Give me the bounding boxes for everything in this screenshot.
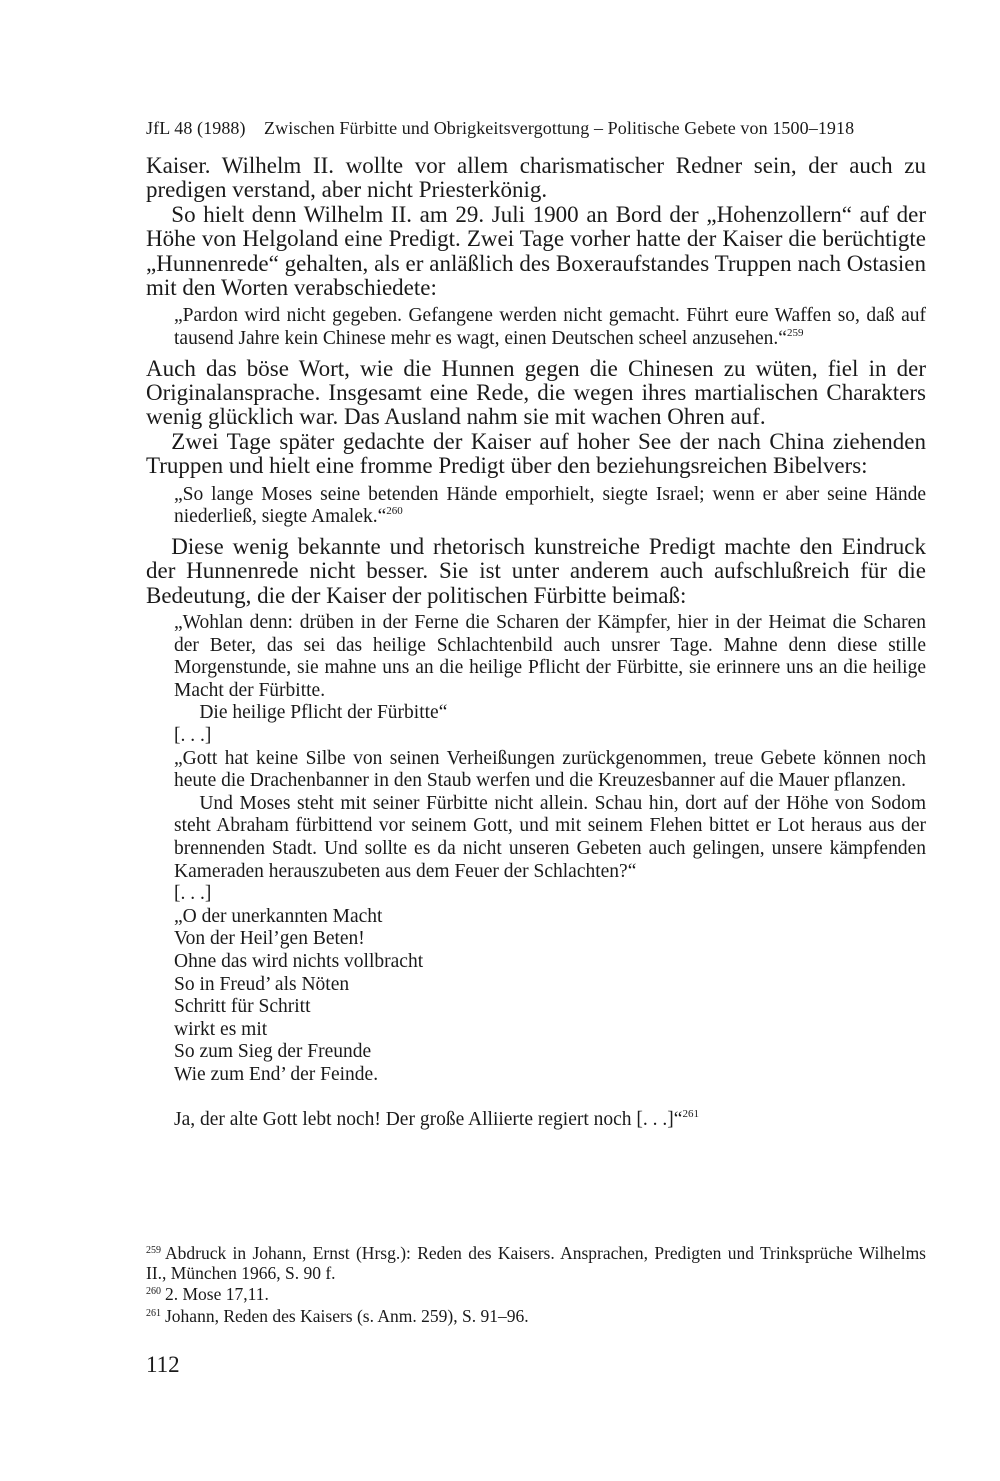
- footnote-number: 261: [146, 1307, 161, 1319]
- paragraph-3: Auch das böse Wort, wie die Hunnen gegen die Chinesen zu wüten, fiel in der Originalansprache. Insgesamt eine Rede, die wegen ihres martialischen Charakters wenig glücklich war. Das Ausland nahm sie mit wachen Ohren auf.: [146, 355, 926, 430]
- running-head: [146, 118, 926, 139]
- verse-line: Von der Heil’gen Beten!: [174, 928, 365, 950]
- page-number: 112: [146, 1352, 180, 1377]
- footnote-text: 2. Mose 17,11.: [165, 1284, 269, 1304]
- quote-hunnenrede-text: „Pardon wird nicht gegeben. Gefangene werden nicht gemacht. Führt eure Waffen so, daß auf tausend Jahre kein Chinese mehr es wagt, einen Deutschen scheel anzusehen.“: [174, 305, 926, 350]
- footnote-259: [146, 1244, 926, 1283]
- quote-bible-verse-text: „So lange Moses seine betenden Hände emporhielt, siegte Israel; wenn er aber seine Hände niederließ, siegte Amalek.“: [174, 483, 926, 528]
- footnote-text: Johann, Reden des Kaisers (s. Anm. 259), S. 91–96.: [165, 1305, 529, 1326]
- footnote-text: Abdruck in Johann, Ernst (Hrsg.): Reden des Kaisers. Ansprachen, Predigten und Trinksprüche Wilhelms II., München 1966, S. 90 f.: [146, 1243, 926, 1283]
- quote-bible-verse: [174, 484, 926, 529]
- paragraph-1: Kaiser. Wilhelm II. wollte vor allem charismatischer Redner sein, der auch zu predigen verstand, aber nicht Priesterkönig.: [146, 153, 926, 203]
- article-title: Zwischen Fürbitte und Obrigkeitsvergottung – Politische Gebete von 1500–1918: [264, 118, 855, 138]
- sermon-quote: [146, 612, 926, 1131]
- sermon-quote-closing-text: Ja, der alte Gott lebt noch! Der große Alliierte regiert noch [. . .]“: [174, 1108, 683, 1130]
- sermon-quote-part-3: „Gott hat keine Silbe von seinen Verheißungen zurückgenommen, treue Gebete können noch heute die Drachenbanner in den Staub werfen und die Kreuzesbanner auf die Mauer pflanzen.: [174, 747, 926, 792]
- paragraph-2: So hielt denn Wilhelm II. am 29. Juli 1900 an Bord der „Hohenzollern“ auf der Höhe von Helgoland eine Predigt. Zwei Tage vorher hatte der Kaiser die berüchtigte „Hunnenrede“ gehalten, als er anläßlich des Boxeraufstandes Truppen nach Ostasien mit den Worten verabschiedete:: [146, 201, 926, 301]
- paragraph-4: Zwei Tage später gedachte der Kaiser auf hoher See der nach China ziehenden Truppen und hielt eine fromme Predigt über den beziehungsreichen Bibelvers:: [146, 428, 926, 479]
- footnote-ref-259: 259: [786, 327, 804, 340]
- verse-line: Wie zum End’ der Feinde.: [174, 1063, 379, 1085]
- footnotes: [146, 1244, 926, 1328]
- footnote-260: [146, 1285, 926, 1305]
- verse-line: Schritt für Schritt: [174, 996, 311, 1018]
- sermon-quote-closing: [174, 1109, 926, 1132]
- ellipsis-2: [. . .]: [174, 883, 212, 905]
- verse-line: Ohne das wird nichts vollbracht: [174, 950, 424, 972]
- verse-line: „O der unerkannten Macht: [174, 905, 383, 927]
- sermon-quote-part-2: Die heilige Pflicht der Fürbitte“: [199, 702, 448, 724]
- footnote-261: [146, 1307, 926, 1327]
- sermon-quote-part-4: Und Moses steht mit seiner Fürbitte nicht allein. Schau hin, dort auf der Höhe von Sodom steht Abraham fürbittend vor seinem Gott, und mit seinem Flehen bittet er Lot heraus aus der brennenden Stadt. Und sollte es da nicht unseren Gebeten auch gelingen, unsere kämpfenden Kameraden herauszubeten aus dem Feuer der Schlachten?“: [174, 792, 926, 882]
- verse-line: So zum Sieg der Freunde: [174, 1041, 372, 1063]
- main-text: [146, 154, 926, 1137]
- verse-line: So in Freud’ als Nöten: [174, 973, 350, 995]
- paragraph-5: Diese wenig bekannte und rhetorisch kunstreiche Predigt machte den Eindruck der Hunnenrede nicht besser. Sie ist unter anderem auch aufschlußreich für die Bedeutung, die der Kaiser der politischen Fürbitte beimaß:: [146, 533, 926, 608]
- footnote-ref-261: 261: [682, 1107, 699, 1120]
- verse-line: wirkt es mit: [174, 1018, 268, 1040]
- footnote-ref-260: 260: [386, 505, 403, 518]
- verse-block: [174, 906, 926, 1087]
- sermon-quote-part-1: „Wohlan denn: drüben in der Ferne die Scharen der Kämpfer, hier in der Heimat die Scharen der Beter, das sei das heilige Schlachtenbild auch unsrer Tage. Mahne denn diese stille Morgenstunde, sie mahne uns an die heilige Pflicht der Fürbitte, sie erinnere uns an die heilige Macht der Fürbitte.: [174, 612, 926, 701]
- footnote-number: 259: [146, 1245, 161, 1256]
- journal-reference: JfL 48 (1988): [146, 118, 246, 138]
- ellipsis-1: [. . .]: [174, 725, 212, 747]
- footnote-number: 260: [146, 1286, 161, 1297]
- quote-hunnenrede: [174, 305, 926, 350]
